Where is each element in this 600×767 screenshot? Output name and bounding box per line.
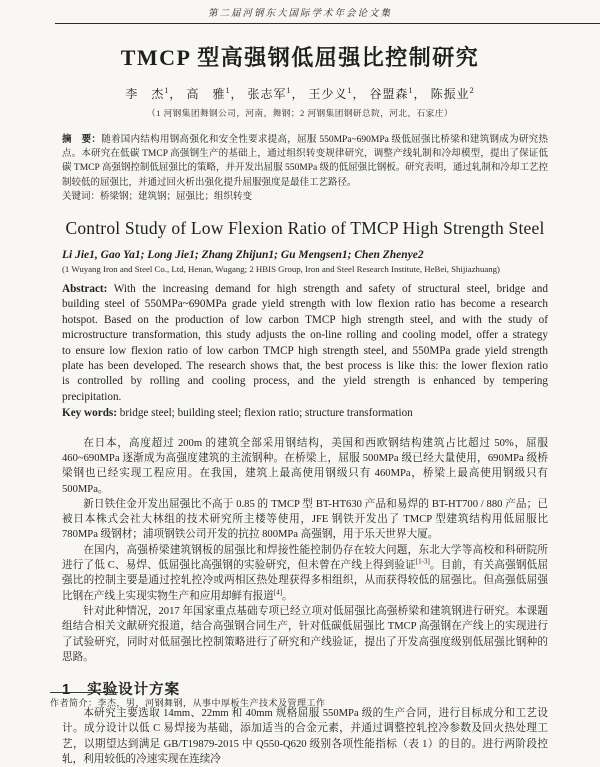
author-zh (370, 87, 427, 101)
author-zh (186, 87, 243, 101)
author-name: 张志军 (247, 87, 287, 101)
paper-title-zh: TMCP 型高强钢低屈强比控制研究 (120, 45, 480, 70)
author-name: 王少义 (308, 87, 348, 101)
author-zh (309, 87, 366, 101)
author-affil-marker: 1 (408, 86, 414, 95)
page-footer (50, 692, 550, 709)
footnote-rule (50, 692, 118, 693)
author-name: 李 杰 (125, 87, 165, 101)
abstract-zh (62, 133, 548, 190)
introduction-section (62, 436, 548, 665)
affiliation-en: (1 Wuyang Iron and Steel Co., Ltd, Henan, Wugang; 2 HBIS Group, Iron and Steel Research Institute, HeBei, Shijiazhuang) (62, 264, 500, 275)
keywords-label-en: Key words: (62, 407, 117, 420)
paragraph-text: 。 (282, 590, 293, 602)
author-name: 陈振业 (430, 87, 470, 101)
reference-marker-4: [4] (273, 588, 283, 597)
running-head: 第二届河钢东大国际学术年会论文集 (207, 9, 392, 19)
author-affil-marker: 1 (286, 86, 292, 95)
paragraph-nippon-steel-jfe: 新日铁住金开发出屈强比不高于 0.85 的 TMCP 型 BT-HT630 产品和易焊的 BT-HT700 / 880 产品；已被日本株式会社大林组的技术研究所主楼等使用，JFE 钢铁开发出了 TMCP 型建筑结构用低屈服比 780MPa 级钢材；浦项钢铁公司开发的抗拉 800MPa 高强钢，用于乐天世界大厦。 (62, 498, 548, 541)
abstract-label-en: Abstract: (62, 283, 108, 296)
author-separator: ， (291, 87, 305, 101)
keywords-label-zh: 关键词： (62, 191, 101, 202)
paragraph-japan-overseas: 在日本，高度超过 200m 的建筑全部采用钢结构，美国和西欧钢结构建筑占比超过 50%，屈服 460~690MPa 逐渐成为高强度建筑的主流钢种。在桥梁上，屈服 500MPa 级已经大量使用，690MPa 级桥梁钢也已经实现工程应用。在我国，建筑上最高使用钢级只有 460MPa，桥梁上最高使用钢级只有 500MPa。 (62, 437, 548, 495)
author-separator: ， (413, 87, 427, 101)
author-name: 高 雅 (186, 87, 226, 101)
paragraph-text: 。目前，有关高强钢低屈强比的控制主要是通过控轧控冷或两相区热处理获得多相组织，从而获得较低的屈强比。但高强低屈强比钢在产线上实现实物生产和应用却鲜有报道 (62, 560, 548, 602)
reference-marker-1-3: [1-3] (415, 557, 430, 566)
author-zh (247, 87, 304, 101)
header-rule (55, 23, 600, 24)
paragraph-national-project: 针对此种情况，2017 年国家重点基础专项已经立项对低屈强比高强桥梁和建筑钢进行研究。本课题组结合相关文献研究报道，结合高强钢合同生产，针对低碳低屈强比 TMCP 高强钢在产线上的实现进行了试验研究，同时对低屈强比控制策略进行了研究和产线验证，提出了开发高强度级别低屈强比钢种的思路。 (62, 605, 548, 663)
author-zh (125, 87, 182, 101)
section-1-paragraph: 本研究主要选取 14mm、22mm 和 40mm 规格屈服 550MPa 级的生产合同，进行目标成分和工艺设计。成分设计以低 C 易焊接为基础，添加适当的合金元素，并通过调整控轧控冷参数及回火热处理工艺，以期望达到满足 GB/T19879-2015 中 Q550-Q620 级别各项性能指标（表 1）的目的。进行两阶段控轧，利用较低的冷速实现在连续冷 (62, 708, 548, 766)
paragraph-text: 在国内，高强桥梁建筑钢板的屈强比和焊接性能控制仍存在较大问题，东北大学等高校和科研院所进行了低 C、易焊、低屈强比高强钢的实验研究，但未曾在产线上得到验证 (62, 544, 548, 572)
paragraph-domestic-status (62, 543, 548, 604)
keywords-text-en: bridge steel; building steel; flexion ratio; structure transformation (119, 407, 413, 420)
abstract-label-zh: 摘 要： (62, 135, 102, 145)
author-separator: ， (352, 87, 366, 101)
author-separator: ， (230, 87, 244, 101)
section-title: 实验设计方案 (87, 682, 181, 699)
authors-zh (0, 85, 600, 102)
keywords-text-zh: 桥梁钢；建筑钢；屈强比；组织转变 (100, 191, 253, 202)
author-affil-marker: 1 (225, 86, 231, 95)
abstract-text-zh: 随着国内结构用钢高强化和安全性要求提高，屈服 550MPa~690MPa 级低屈强比桥梁和建筑钢成为研究热点。本研究在低碳 TMCP 高强钢生产的基础上，通过组织转变规律研究，调整产线轧制和冷却模型，提出了保证低碳 TMCP 高强钢控制低屈强比的策略，并开发出屈服 550MPa 级的低屈强比钢板。研究表明，通过轧制和冷却工艺控制较低的屈强比，并通过回火析出强化提升屈服强度是最佳工艺路径。 (62, 135, 548, 188)
paper-title-en: Control Study of Low Flexion Ratio of TMCP High Strength Steel (65, 218, 545, 239)
author-affil-marker: 1 (164, 86, 170, 95)
author-name: 谷盟森 (369, 87, 409, 101)
abstract-text-en: With the increasing demand for high strength and safety of structural steel, bridge and building steel of 550MPa~690MPa grade yield strength with low flexion ratio has become a research hotspot. Based on the production of low carbon TMCP high strength steel, and with the study of microstructure transformation, this study adjusts the on-line rolling and cooling model, offer a strategy to ensure low flexion ratio of low carbon TMCP high strength steel, and 550MPa grade yield strength plate has been developed. The research shows that, the best process is like this: the lower flexion ratio is controlled by rolling and cooling process, and the yield strength is enhanced by tempering precipitation. (62, 283, 548, 403)
keywords-en (62, 406, 548, 421)
author-zh (431, 87, 475, 101)
footnote-text: 李杰，男，河钢舞钢，从事中厚板生产技术及管理工作 (97, 698, 326, 708)
author-affil-marker: 2 (469, 86, 475, 95)
author-affil-marker: 1 (347, 86, 353, 95)
abstract-en (62, 282, 548, 405)
author-bio-footnote (50, 696, 550, 709)
affiliation-zh: （1 河钢集团舞钢公司，河南，舞钢；2 河钢集团钢研总院，河北，石家庄） (147, 108, 453, 118)
page-body (0, 133, 600, 767)
authors-en: Li Jie1, Gao Ya1; Long Jie1; Zhang Zhijun1; Gu Mengsen1; Chen Zhenye2 (62, 249, 424, 262)
footnote-label: 作者简介： (50, 698, 98, 708)
author-separator: ， (169, 87, 183, 101)
section-number: 1 (62, 682, 72, 699)
keywords-zh (62, 190, 548, 204)
